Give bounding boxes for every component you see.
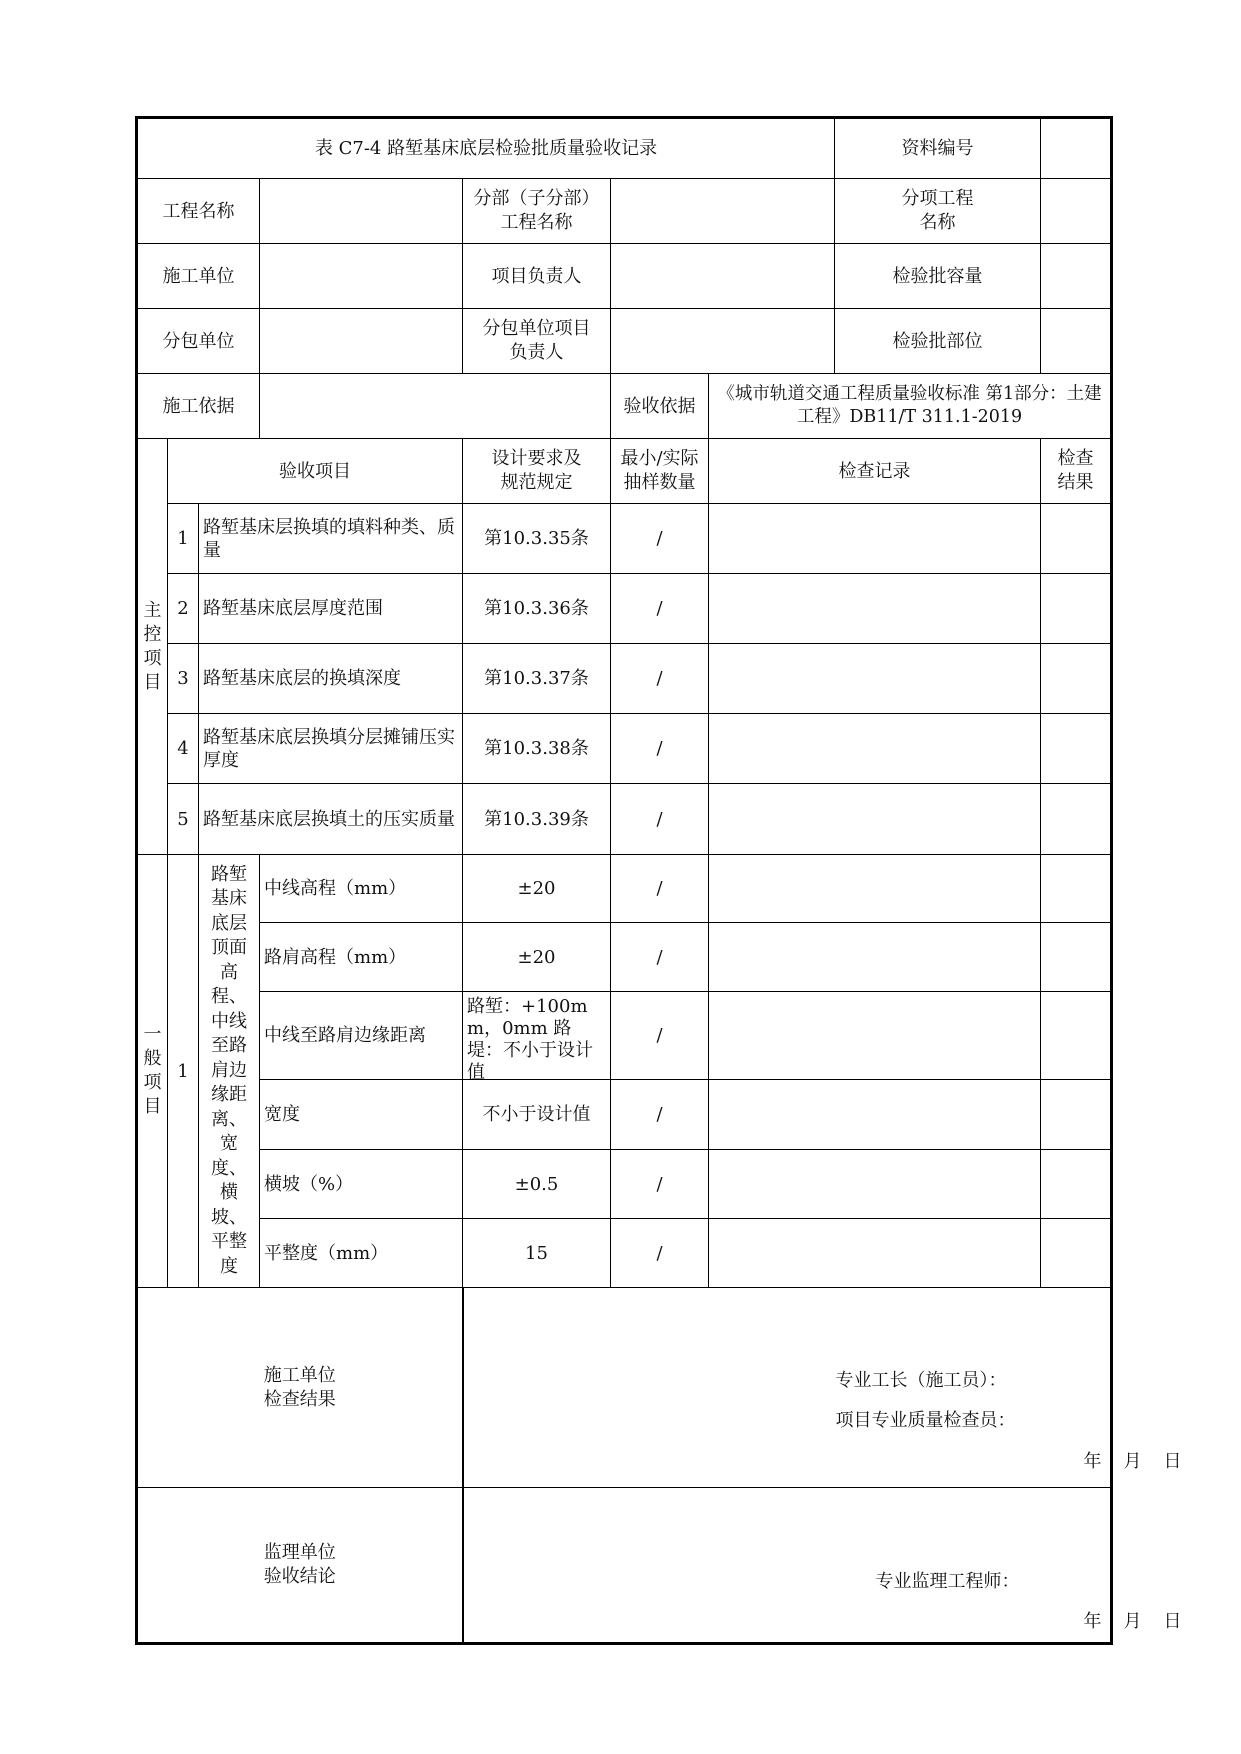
item-name: 路堑基床层换填的填料种类、质量 <box>199 504 463 574</box>
item-sample: / <box>611 574 709 644</box>
sub-item-spec: ±0.5 <box>463 1150 611 1219</box>
batch-capacity-value[interactable] <box>1041 244 1112 309</box>
sub-item-record[interactable] <box>709 992 1041 1080</box>
item-name: 路堑基床底层的换填深度 <box>199 644 463 714</box>
sub-item-name: 路肩高程（mm） <box>260 923 463 992</box>
subcontractor-label: 分包单位 <box>137 309 260 374</box>
foreman-label: 专业工长（施工员）： <box>835 1370 1007 1391</box>
item-spec: 第10.3.36条 <box>463 574 611 644</box>
item-result[interactable] <box>1041 714 1112 784</box>
item-spec: 第10.3.35条 <box>463 504 611 574</box>
table-row <box>137 855 1112 923</box>
contractor-label: 施工单位 <box>137 244 260 309</box>
item-result[interactable] <box>1041 574 1112 644</box>
item-no: 5 <box>168 784 199 855</box>
contractor-result-label: 施工单位检查结果 <box>137 1288 463 1488</box>
sub-item-sample: / <box>611 923 709 992</box>
qc-inspector-label: 项目专业质量检查员： <box>835 1410 1016 1431</box>
batch-location-value[interactable] <box>1041 309 1112 374</box>
sub-item-spec: ±20 <box>463 855 611 923</box>
sub-item-result[interactable] <box>1041 1150 1112 1219</box>
item-name: 路堑基床底层换填土的压实质量 <box>199 784 463 855</box>
sub-item-record[interactable] <box>709 1150 1041 1219</box>
table-row <box>137 644 1112 714</box>
table-row <box>137 1150 1112 1219</box>
item-spec: 第10.3.38条 <box>463 714 611 784</box>
sub-item-sample: / <box>611 855 709 923</box>
table-row <box>137 784 1112 855</box>
supervisor-date: 年 月 日 <box>1083 1611 1182 1632</box>
form-title: 表 C7-4 路堑基床底层检验批质量验收记录 <box>137 118 835 179</box>
item-record[interactable] <box>709 644 1041 714</box>
item-result[interactable] <box>1041 504 1112 574</box>
col-record-header: 检查记录 <box>709 439 1041 504</box>
sub-item-record[interactable] <box>709 1080 1041 1150</box>
table-row <box>137 1219 1112 1288</box>
sub-item-sample: / <box>611 1150 709 1219</box>
item-spec: 第10.3.37条 <box>463 644 611 714</box>
col-sample-header: 最小/实际抽样数量 <box>611 439 709 504</box>
subdivision-label: 分部（子分部）工程名称 <box>463 179 611 244</box>
project-name-label: 工程名称 <box>137 179 260 244</box>
sub-item-spec: ±20 <box>463 923 611 992</box>
sub-manager-label: 分包单位项目负责人 <box>463 309 611 374</box>
batch-capacity-label: 检验批容量 <box>835 244 1041 309</box>
record-no-label: 资料编号 <box>835 118 1041 179</box>
supervisor-engineer-label: 专业监理工程师： <box>875 1571 1020 1592</box>
sub-item-result[interactable] <box>1041 923 1112 992</box>
item-name: 路堑基床底层换填分层摊铺压实厚度 <box>199 714 463 784</box>
sub-item-spec: 15 <box>463 1219 611 1288</box>
sub-item-name: 平整度（mm） <box>260 1219 463 1288</box>
acceptance-basis-label: 验收依据 <box>611 374 709 439</box>
sub-item-result[interactable] <box>1041 992 1112 1080</box>
contractor-date: 年 月 日 <box>1083 1451 1182 1472</box>
general-label: 一般项目 <box>137 855 168 1288</box>
sub-item-name: 中线高程（mm） <box>260 855 463 923</box>
item-no: 4 <box>168 714 199 784</box>
item-sample: / <box>611 714 709 784</box>
sub-item-sample: / <box>611 992 709 1080</box>
item-record[interactable] <box>709 784 1041 855</box>
item-project-label: 分项工程名称 <box>835 179 1041 244</box>
supervisor-signoff-area[interactable] <box>463 1488 1182 1644</box>
record-no-value[interactable] <box>1041 118 1112 179</box>
item-no: 3 <box>168 644 199 714</box>
acceptance-record-table <box>135 116 1182 1645</box>
table-row <box>137 1080 1112 1150</box>
supervisor-conclusion-label: 监理单位验收结论 <box>137 1488 463 1644</box>
general-no: 1 <box>168 855 199 1288</box>
construction-basis-value[interactable] <box>260 374 611 439</box>
sub-item-name: 横坡（%） <box>260 1150 463 1219</box>
acceptance-basis-value: 《城市轨道交通工程质量验收标准 第1部分：土建工程》DB11/T 311.1-2019 <box>709 374 1112 439</box>
col-spec-header: 设计要求及规范规定 <box>463 439 611 504</box>
table-row <box>137 992 1112 1080</box>
sub-item-result[interactable] <box>1041 1219 1112 1288</box>
sub-item-name: 中线至路肩边缘距离 <box>260 992 463 1080</box>
table-row <box>137 714 1112 784</box>
sub-item-spec: 路堑：+100mm，0mm 路堤：不小于设计值 <box>463 992 611 1080</box>
item-record[interactable] <box>709 574 1041 644</box>
item-record[interactable] <box>709 504 1041 574</box>
item-no: 1 <box>168 504 199 574</box>
general-group: 路堑基床底层顶面高程、中线至路肩边缘距离、宽度、横坡、平整度 <box>199 855 260 1288</box>
sub-manager-value[interactable] <box>611 309 835 374</box>
sub-item-sample: / <box>611 1219 709 1288</box>
item-record[interactable] <box>709 714 1041 784</box>
sub-item-record[interactable] <box>709 855 1041 923</box>
col-result-header: 检查结果 <box>1041 439 1112 504</box>
item-sample: / <box>611 784 709 855</box>
sub-item-name: 宽度 <box>260 1080 463 1150</box>
item-result[interactable] <box>1041 644 1112 714</box>
item-no: 2 <box>168 574 199 644</box>
col-item-header: 验收项目 <box>168 439 463 504</box>
contractor-value[interactable] <box>260 244 463 309</box>
sub-item-result[interactable] <box>1041 1080 1112 1150</box>
item-spec: 第10.3.39条 <box>463 784 611 855</box>
table-row <box>137 923 1112 992</box>
item-result[interactable] <box>1041 784 1112 855</box>
contractor-signoff-area[interactable] <box>463 1288 1182 1488</box>
project-manager-value[interactable] <box>611 244 835 309</box>
item-sample: / <box>611 504 709 574</box>
table-row <box>137 504 1112 574</box>
main-control-label: 主控项目 <box>137 439 168 855</box>
item-project-value[interactable] <box>1041 179 1112 244</box>
sub-item-record[interactable] <box>709 1219 1041 1288</box>
sub-item-result[interactable] <box>1041 855 1112 923</box>
project-manager-label: 项目负责人 <box>463 244 611 309</box>
sub-item-spec: 不小于设计值 <box>463 1080 611 1150</box>
item-sample: / <box>611 644 709 714</box>
sub-item-sample: / <box>611 1080 709 1150</box>
subcontractor-value[interactable] <box>260 309 463 374</box>
batch-location-label: 检验批部位 <box>835 309 1041 374</box>
item-name: 路堑基床底层厚度范围 <box>199 574 463 644</box>
project-name-value[interactable] <box>260 179 463 244</box>
construction-basis-label: 施工依据 <box>137 374 260 439</box>
sub-item-record[interactable] <box>709 923 1041 992</box>
subdivision-value[interactable] <box>611 179 835 244</box>
table-row <box>137 574 1112 644</box>
